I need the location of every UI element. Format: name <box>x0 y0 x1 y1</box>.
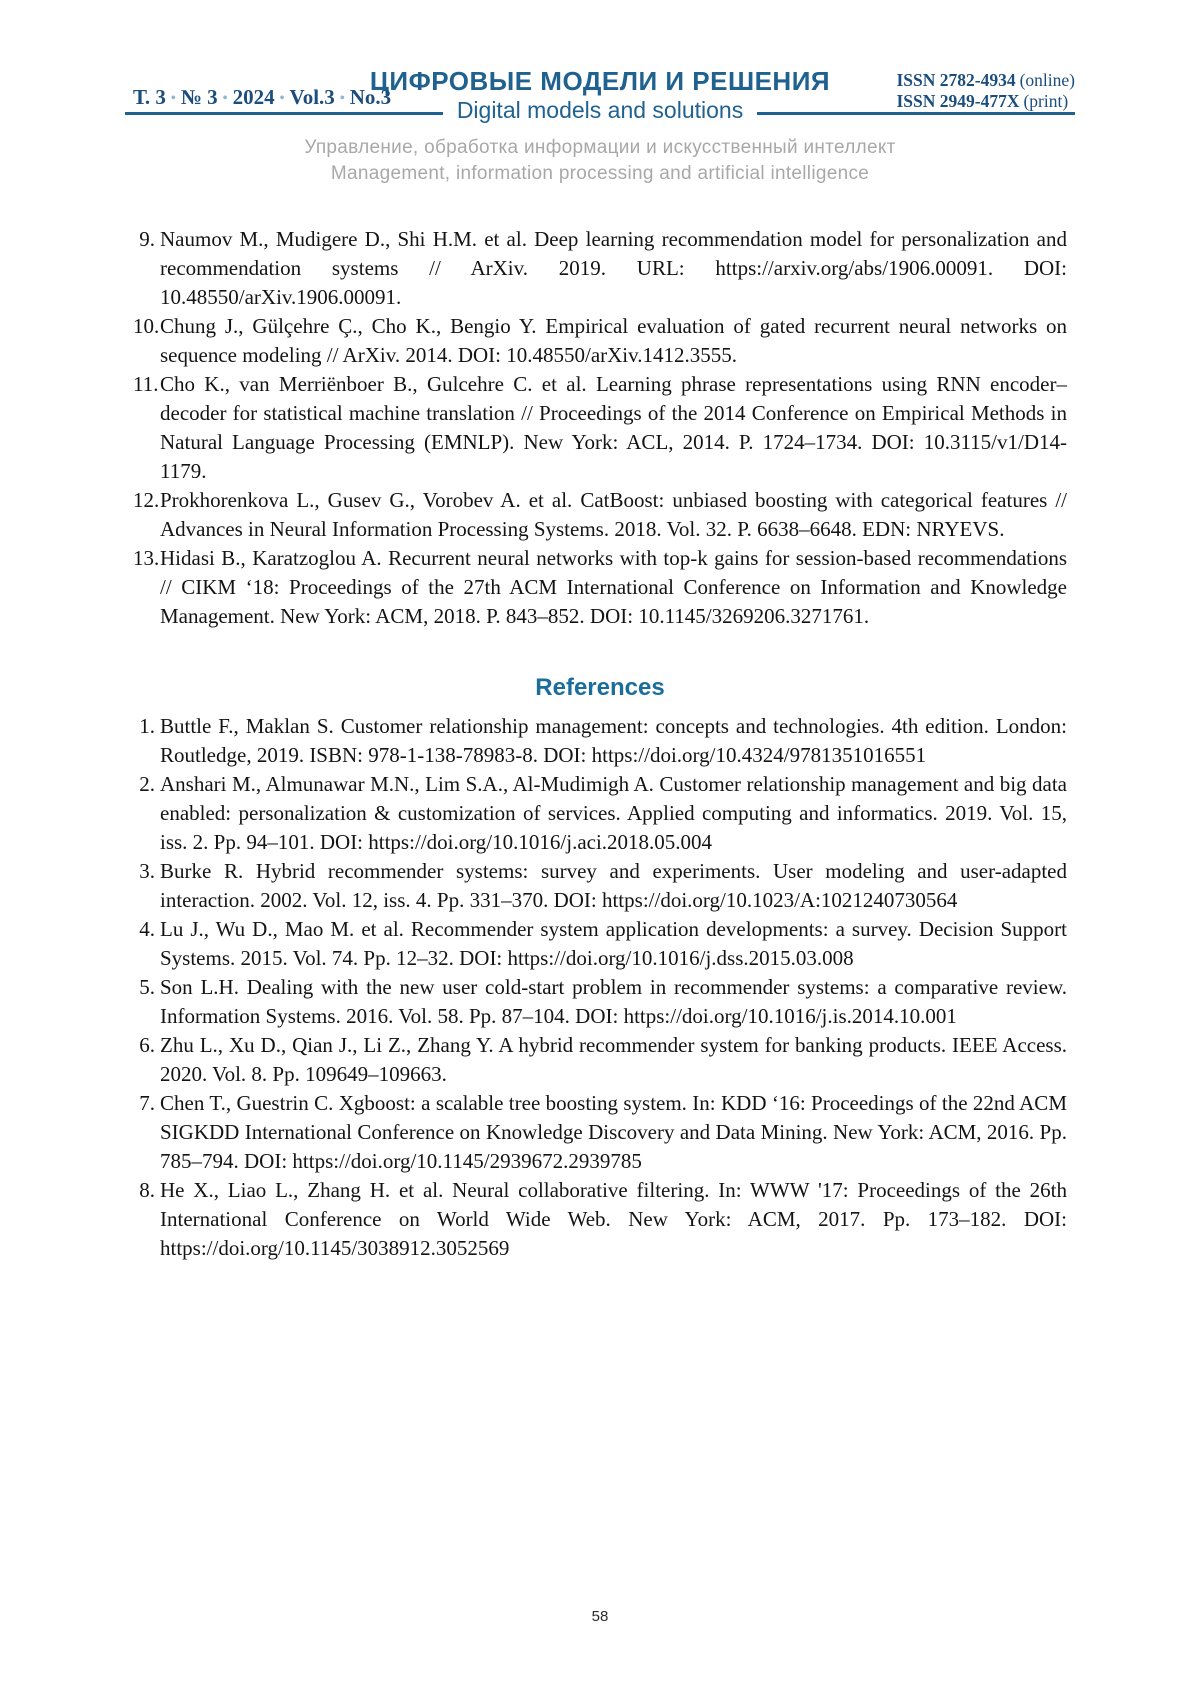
reference-text: Burke R. Hybrid recommender systems: survey and experiments. User modeling and user-adapted interaction. 2002. Vol. 12, iss. 4. Pp. 331–370. DOI: https://doi.org/10.1023/A:1021240730564 <box>160 859 1067 912</box>
reference-text: Naumov M., Mudigere D., Shi H.M. et al. Deep learning recommendation model for personalization and recommendation systems // ArXiv. 2019. URL: https://arxiv.org/abs/1906.00091. DOI: 10.48550/arXiv.1906.00091. <box>160 227 1067 309</box>
volume-segment: Vol.3 <box>289 85 335 109</box>
reference-item <box>133 770 1067 857</box>
reference-item <box>133 225 1067 312</box>
reference-item <box>133 312 1067 370</box>
references-list <box>133 712 1067 1263</box>
section-title-english: Management, information processing and artificial intelligence <box>330 163 870 184</box>
reference-item <box>133 370 1067 486</box>
reference-item <box>133 973 1067 1031</box>
issn-print <box>896 91 1075 112</box>
header-rule-left <box>125 112 443 115</box>
issn-online <box>896 70 1075 91</box>
issn-online-suffix: (online) <box>1019 70 1075 90</box>
reference-number: 12. <box>133 488 160 512</box>
page-footer <box>0 1608 1200 1625</box>
header-rule-right <box>757 112 1075 115</box>
reference-text: Son L.H. Dealing with the new user cold-start problem in recommender systems: a comparative review. Information Systems. 2016. Vol. 58. Pp. 87–104. DOI: https://doi.org/10.1016/j.is.2014.10.001 <box>160 975 1067 1028</box>
reference-number: 3. <box>139 859 155 883</box>
reference-number: 11. <box>133 372 159 396</box>
reference-number: 5. <box>139 975 155 999</box>
reference-item <box>133 915 1067 973</box>
issn-block <box>896 70 1075 112</box>
bibliography-list-continuation <box>133 225 1067 631</box>
page-header <box>125 0 1075 122</box>
reference-item <box>133 1089 1067 1176</box>
reference-number: 7. <box>139 1091 155 1115</box>
reference-text: Cho K., van Merriënboer B., Gulcehre C. et al. Learning phrase representations using RNN encoder–decoder for statistical machine translation // Proceedings of the 2014 Conference on Empirical Methods in Natural Language Processing (EMNLP). New York: ACL, 2014. P. 1724–1734. DOI: 10.3115/v1/D14-1179. <box>160 372 1067 483</box>
journal-title-russian: ЦИФРОВЫЕ МОДЕЛИ И РЕШЕНИЯ <box>369 66 831 96</box>
reference-text: He X., Liao L., Zhang H. et al. Neural collaborative filtering. In: WWW '17: Proceedings of the 26th International Conference on World Wide Web. New York: ACM, 2017. Pp. 173–182. DOI: https://doi.org/10.1145/3038912.3052569 <box>160 1178 1067 1260</box>
page-content <box>133 225 1067 1263</box>
reference-number: 2. <box>139 772 155 796</box>
separator-dot-icon: • <box>222 91 228 106</box>
journal-title-english: Digital models and solutions <box>456 97 744 123</box>
reference-text: Lu J., Wu D., Mao M. et al. Recommender system application developments: a survey. Decision Support Systems. 2015. Vol. 74. Pp. 12–32. DOI: https://doi.org/10.1016/j.dss.2015.03.008 <box>160 917 1067 970</box>
reference-number: 4. <box>139 917 155 941</box>
reference-number: 6. <box>139 1033 155 1057</box>
volume-issue-info <box>133 85 391 110</box>
issn-online-number: ISSN 2782-4934 <box>896 70 1016 90</box>
reference-text: Hidasi B., Karatzoglou A. Recurrent neural networks with top-k gains for session-based recommendations // CIKM ‘18: Proceedings of the 27th ACM International Conference on Information and Knowledge Management. New York: ACM, 2018. P. 843–852. DOI: 10.1145/3269206.3271761. <box>160 546 1067 628</box>
reference-text: Anshari M., Almunawar M.N., Lim S.A., Al-Mudimigh A. Customer relationship management and big data enabled: personalization & customization of services. Applied computing and informatics. 2019. Vol. 15, iss. 2. Pp. 94–101. DOI: https://doi.org/10.1016/j.aci.2018.05.004 <box>160 772 1067 854</box>
reference-text: Chung J., Gülçehre Ç., Cho K., Bengio Y. Empirical evaluation of gated recurrent neural networks on sequence modeling // ArXiv. 2014. DOI: 10.48550/arXiv.1412.3555. <box>160 314 1067 367</box>
reference-number: 10. <box>133 314 160 338</box>
volume-segment: № 3 <box>180 85 218 109</box>
reference-item <box>133 1031 1067 1089</box>
issn-print-number: ISSN 2949-477X <box>896 91 1020 111</box>
reference-text: Chen T., Guestrin C. Xgboost: a scalable tree boosting system. In: KDD ‘16: Proceedings of the 22nd ACM SIGKDD International Conference on Knowledge Discovery and Data Mining. New York: ACM, 2016. Pp. 785–794. DOI: https://doi.org/10.1145/2939672.2939785 <box>160 1091 1067 1173</box>
reference-number: 8. <box>139 1178 155 1202</box>
reference-number: 1. <box>139 714 155 738</box>
separator-dot-icon: • <box>339 91 345 106</box>
section-subtitle <box>0 135 1200 187</box>
volume-segment: Т. 3 <box>133 85 166 109</box>
reference-number: 9. <box>139 227 155 251</box>
reference-item <box>133 712 1067 770</box>
reference-text: Zhu L., Xu D., Qian J., Li Z., Zhang Y. A hybrid recommender system for banking products. IEEE Access. 2020. Vol. 8. Pp. 109649–109663. <box>160 1033 1067 1086</box>
separator-dot-icon: • <box>170 91 176 106</box>
reference-text: Buttle F., Maklan S. Customer relationship management: concepts and technologies. 4th edition. London: Routledge, 2019. ISBN: 978-1-138-78983-8. DOI: https://doi.org/10.4324/9781351016551 <box>160 714 1067 767</box>
reference-item <box>133 857 1067 915</box>
reference-text: Prokhorenkova L., Gusev G., Vorobev A. et al. CatBoost: unbiased boosting with categorical features // Advances in Neural Information Processing Systems. 2018. Vol. 32. P. 6638–6648. EDN: NRYEVS. <box>160 488 1067 541</box>
separator-dot-icon: • <box>279 91 285 106</box>
references-heading: References <box>535 674 665 701</box>
volume-segment: No.3 <box>349 85 392 109</box>
reference-number: 13. <box>133 546 160 570</box>
reference-item <box>133 486 1067 544</box>
reference-item <box>133 1176 1067 1263</box>
page-number: 58 <box>591 1608 609 1625</box>
volume-segment: 2024 <box>232 85 275 109</box>
section-title-russian: Управление, обработка информации и искусственный интеллект <box>304 137 896 158</box>
issn-print-suffix: (print) <box>1023 91 1069 111</box>
reference-item <box>133 544 1067 631</box>
